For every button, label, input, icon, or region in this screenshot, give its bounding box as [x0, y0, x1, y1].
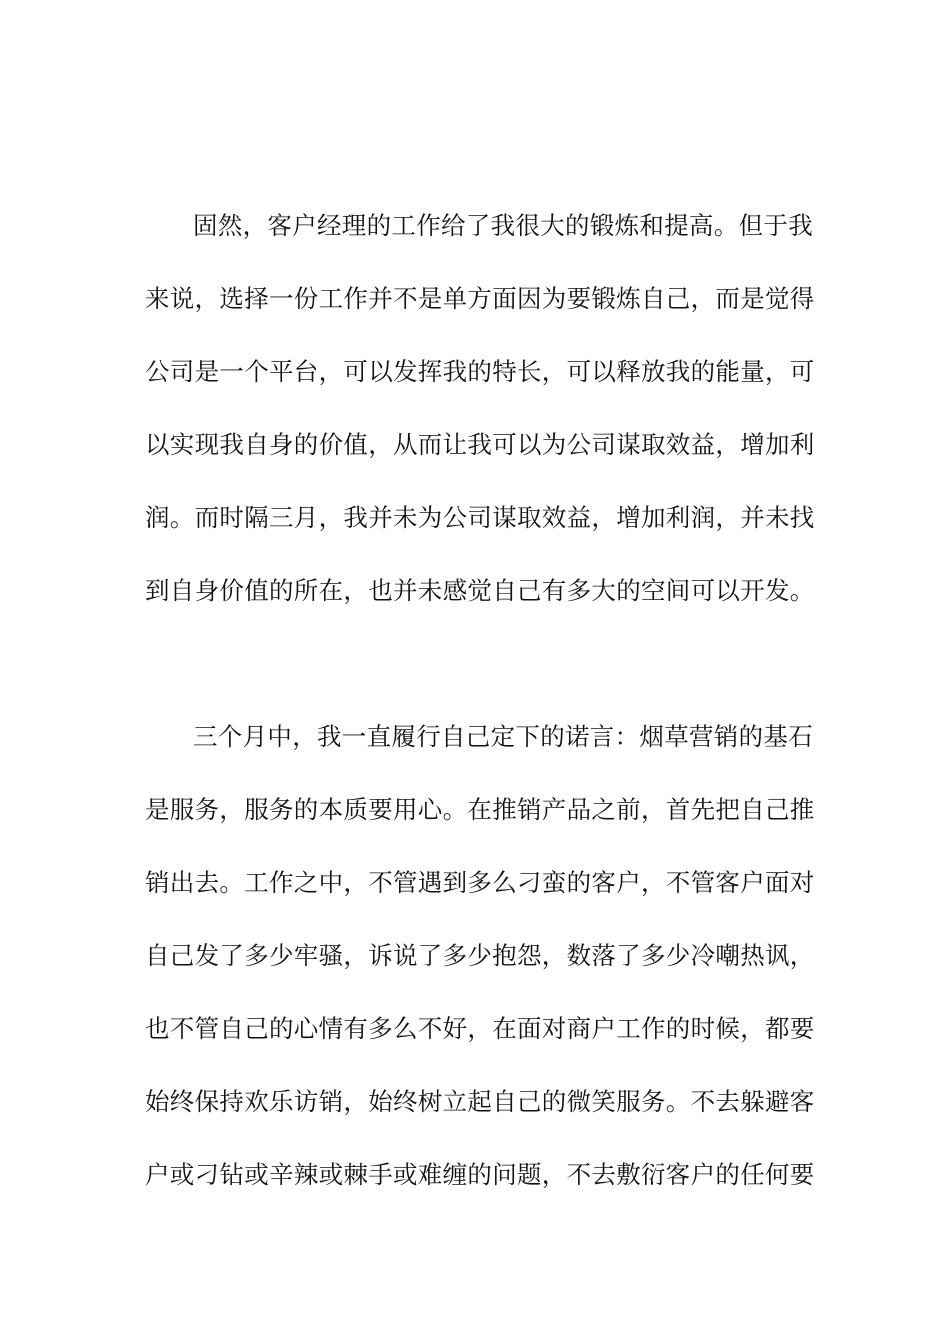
- paragraph-2-line-7: 户或刁钻或辛辣或棘手或难缠的问题，不去敷衍客户的任何要: [145, 1160, 815, 1189]
- paragraph-1-line-5: 润。而时隔三月，我并未为公司谋取效益，增加利润，并未找: [145, 503, 815, 532]
- paragraph-1-line-1: 固然，客户经理的工作给了我很大的锻炼和提高。但于我: [193, 211, 813, 240]
- paragraph-2-line-2: 是服务，服务的本质要用心。在推销产品之前，首先把自己推: [145, 795, 815, 824]
- paragraph-2-line-6: 始终保持欢乐访销，始终树立起自己的微笑服务。不去躲避客: [145, 1087, 815, 1116]
- paragraph-2-line-3: 销出去。工作之中，不管遇到多么刁蛮的客户，不管客户面对: [145, 868, 815, 897]
- paragraph-1-line-2: 来说，选择一份工作并不是单方面因为要锻炼自己，而是觉得: [145, 284, 815, 313]
- paragraph-1-line-6: 到自身价值的所在，也并未感觉自己有多大的空间可以开发。: [145, 576, 815, 605]
- paragraph-1-line-3: 公司是一个平台，可以发挥我的特长，可以释放我的能量，可: [145, 357, 815, 386]
- paragraph-2-line-5: 也不管自己的心情有多么不好，在面对商户工作的时候，都要: [145, 1014, 815, 1043]
- paragraph-2-line-1: 三个月中，我一直履行自己定下的诺言：烟草营销的基石: [193, 722, 813, 751]
- paragraph-2-line-4: 自己发了多少牢骚，诉说了多少抱怨，数落了多少冷嘲热讽，: [145, 941, 815, 970]
- paragraph-1-line-4: 以实现我自身的价值，从而让我可以为公司谋取效益，增加利: [145, 430, 815, 459]
